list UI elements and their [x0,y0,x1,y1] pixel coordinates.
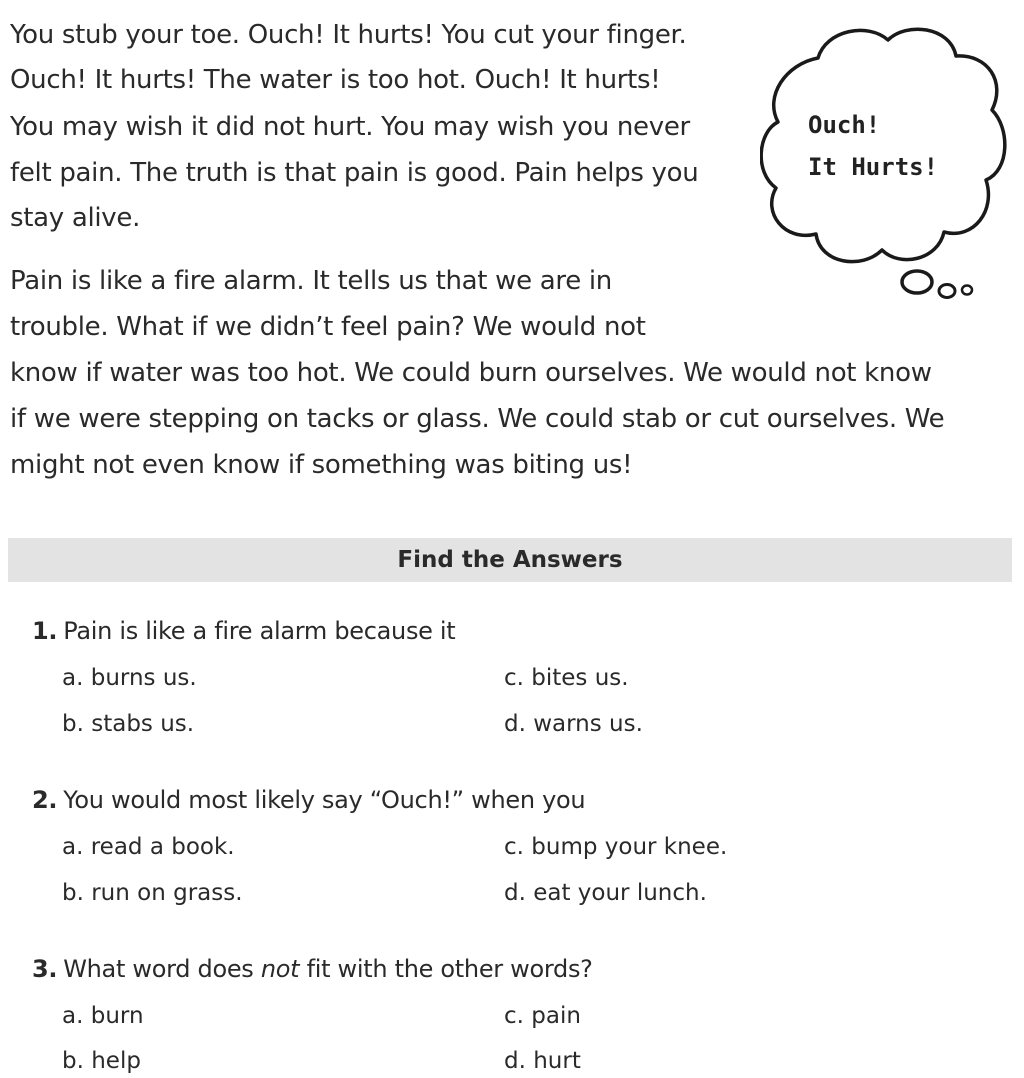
answer-option-d: d. warns us. [504,711,643,737]
answer-option-b: b. stabs us. [62,711,195,737]
answer-option-c: c. bites us. [504,665,629,691]
question-number: 2. [32,786,58,814]
passage-line: stay alive. [10,203,141,233]
passage-line: You stub your toe. Ouch! It hurts! You cut your finger. [10,20,687,50]
question-number: 1. [32,617,58,645]
answer-option-c: c. pain [504,1003,581,1029]
answer-option-a: a. read a book. [62,834,235,860]
answer-option-c: c. bump your knee. [504,834,728,860]
thought-bubble-text [808,104,958,188]
passage-line: Pain is like a fire alarm. It tells us that we are in [10,266,612,296]
passage-line: You may wish it did not hurt. You may wish you never [10,112,690,142]
question-text: Pain is like a fire alarm because it [63,617,456,645]
answer-option-d: d. eat your lunch. [504,880,707,906]
question-emphasis: not [260,955,300,983]
thought-bubble-line: Ouch! [808,111,881,139]
passage-line: if we were stepping on tacks or glass. We could stab or cut ourselves. We [10,404,945,434]
answer-option-a: a. burns us. [62,665,197,691]
question-3 [32,953,593,985]
passage-line: might not even know if something was biting us! [10,450,633,480]
question-number: 3. [32,955,58,983]
section-title: Find the Answers [397,547,623,573]
question-2 [32,784,585,816]
answer-option-b: b. help [62,1048,141,1074]
question-text: You would most likely say “Ouch!” when you [63,786,586,814]
passage-line: know if water was too hot. We could burn ourselves. We would not know [10,358,932,388]
passage-line: trouble. What if we didn’t feel pain? We would not [10,312,646,342]
answer-option-b: b. run on grass. [62,880,243,906]
answer-option-d: d. hurt [504,1048,581,1074]
question-text: What word does [63,955,261,983]
answer-option-a: a. burn [62,1003,144,1029]
section-header [8,538,1012,582]
passage-line: Ouch! It hurts! The water is too hot. Ouch! It hurts! [10,65,661,95]
thought-bubble-line: It Hurts! [808,153,939,181]
passage-line: felt pain. The truth is that pain is good. Pain helps you [10,158,699,188]
question-text: fit with the other words? [299,955,593,983]
question-1 [32,615,455,647]
